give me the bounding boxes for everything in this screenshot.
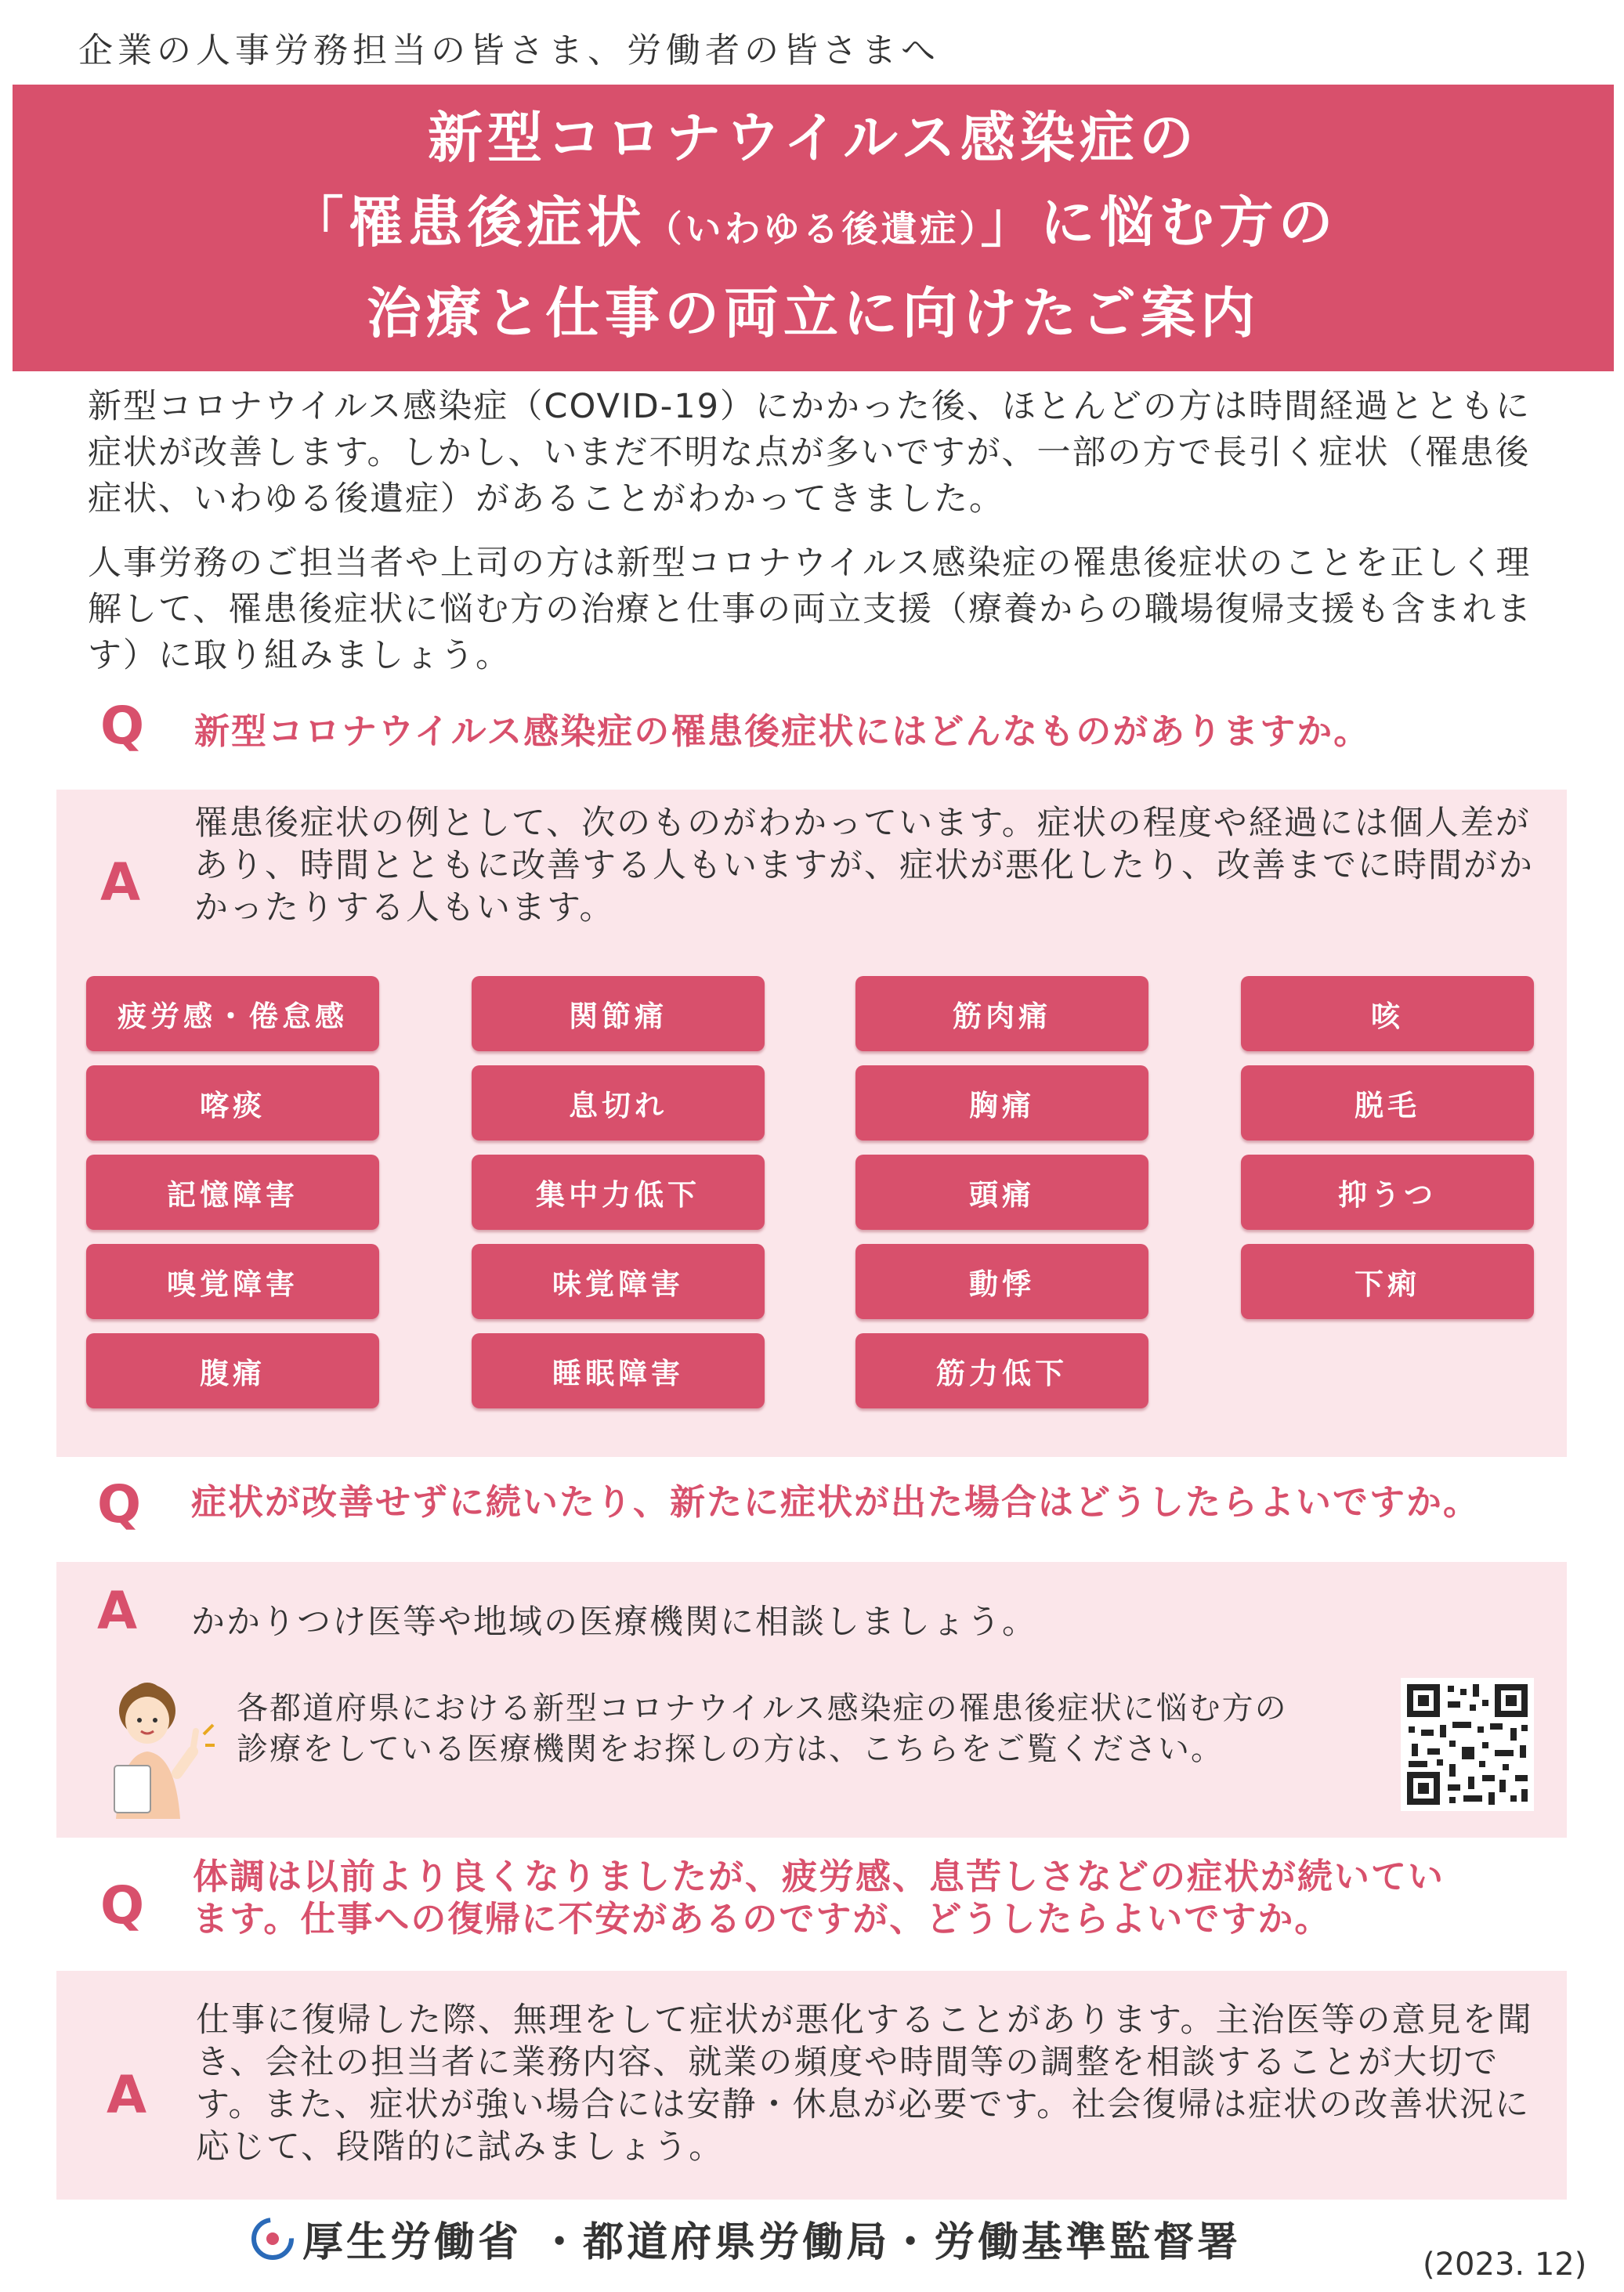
issue-date: (2023. 12) [1423,2247,1587,2283]
symptom-chip: 筋肉痛 [855,976,1148,1051]
title-line-1: 新型コロナウイルス感染症の [428,106,1199,170]
a2-letter: A [97,1581,138,1641]
intro-paragraph-2: 人事労務のご担当者や上司の方は新型コロナウイルス感染症の罹患後症状のことを正しく理解して、罹患後症状に悩む方の治療と仕事の両立支援（療養からの職場復帰支援も含まれます）に取り組みましょう。 [88,544,1533,675]
q1-question: 新型コロナウイルス感染症の罹患後症状にはどんなものがありますか。 [194,710,1371,752]
issuer: 厚生労働省 ・都道府県労働局・労働基準監督署 [302,2219,1242,2266]
q3-question-line-1: 体調は以前より良くなりましたが、疲労感、息苦しさなどの症状が続いてい [193,1856,1445,1897]
symptom-chip: 記憶障害 [86,1155,379,1230]
symptom-chip: 息切れ [472,1065,765,1141]
symptom-chip: 腹痛 [86,1333,379,1408]
symptom-chip: 咳 [1241,976,1534,1051]
symptom-chip: 疲労感・倦怠感 [86,976,379,1051]
person-pointing-icon [99,1679,216,1820]
symptom-chip: 関節痛 [472,976,765,1051]
qr-code[interactable] [1401,1678,1534,1811]
symptom-chip: 睡眠障害 [472,1333,765,1408]
symptom-chip: 胸痛 [855,1065,1148,1141]
title-line-2-main: 「罹患後症状 [288,190,646,255]
q3-letter: Q [100,1875,145,1936]
a2-note-line-2: 診療をしている医療機関をお探しの方は、こちらをご覧ください。 [237,1731,1224,1767]
symptom-chip: 喀痰 [86,1065,379,1141]
title-line-2-tail: 」に悩む方の [980,190,1338,255]
symptom-chip: 集中力低下 [472,1155,765,1230]
q1-letter: Q [100,696,145,756]
symptom-chip: 頭痛 [855,1155,1148,1230]
q2-question: 症状が改善せずに続いたり、新たに症状が出た場合はどうしたらよいですか。 [191,1481,1481,1523]
symptom-chip: 脱毛 [1241,1065,1534,1141]
title-line-3: 治療と仕事の両立に向けたご案内 [367,281,1260,345]
a1-answer: 罹患後症状の例として、次のものがわかっています。症状の程度や経過には個人差があり、時間とともに改善する人もいますが、症状が悪化したり、改善までに時間がかかったりする人もいます。 [194,804,1534,927]
symptom-chip: 味覚障害 [472,1244,765,1319]
symptom-chip: 抑うつ [1241,1155,1534,1230]
title-banner [13,85,1614,371]
audience-line: 企業の人事労務担当の皆さま、労働者の皆さまへ [78,31,940,70]
a3-answer: 仕事に復帰した際、無理をして症状が悪化することがあります。主治医等の意見を聞き、会社の担当者に業務内容、就業の頻度や時間等の調整を相談することが大切です。また、症状が強い場合には安静・休息が必要です。社会復帰は症状の改善状況に応じて、段階的に試みましょう。 [196,2001,1533,2167]
a3-panel [56,1971,1567,2200]
a2-note-line-1: 各都道府県における新型コロナウイルス感染症の罹患後症状に悩む方の [237,1690,1288,1726]
title-line-2 [13,180,1614,271]
a1-panel [56,790,1567,1457]
symptom-chip: 筋力低下 [855,1333,1148,1408]
symptom-chip: 嗅覚障害 [86,1244,379,1319]
a3-letter: A [107,2065,147,2125]
title-line-2-paren: （いわゆる後遺症） [646,208,981,250]
q3-question-line-2: ます。仕事への復帰に不安があるのですが、どうしたらよいですか。 [193,1898,1332,1940]
a2-panel [56,1562,1567,1838]
a1-letter: A [100,852,141,913]
ministry-logo-icon [251,2215,295,2262]
intro-paragraph-1: 新型コロナウイルス感染症（COVID-19）にかかった後、ほとんどの方は時間経過とともに症状が改善します。しかし、いまだ不明な点が多いですが、一部の方で長引く症状（罹患後症状、いわゆる後遺症）があることがわかってきました。 [88,387,1531,519]
a2-answer: かかりつけ医等や地域の医療機関に相談しましょう。 [191,1603,1037,1642]
q2-letter: Q [97,1474,142,1535]
symptom-chip: 下痢 [1241,1244,1534,1319]
symptom-chip: 動悸 [855,1244,1148,1319]
